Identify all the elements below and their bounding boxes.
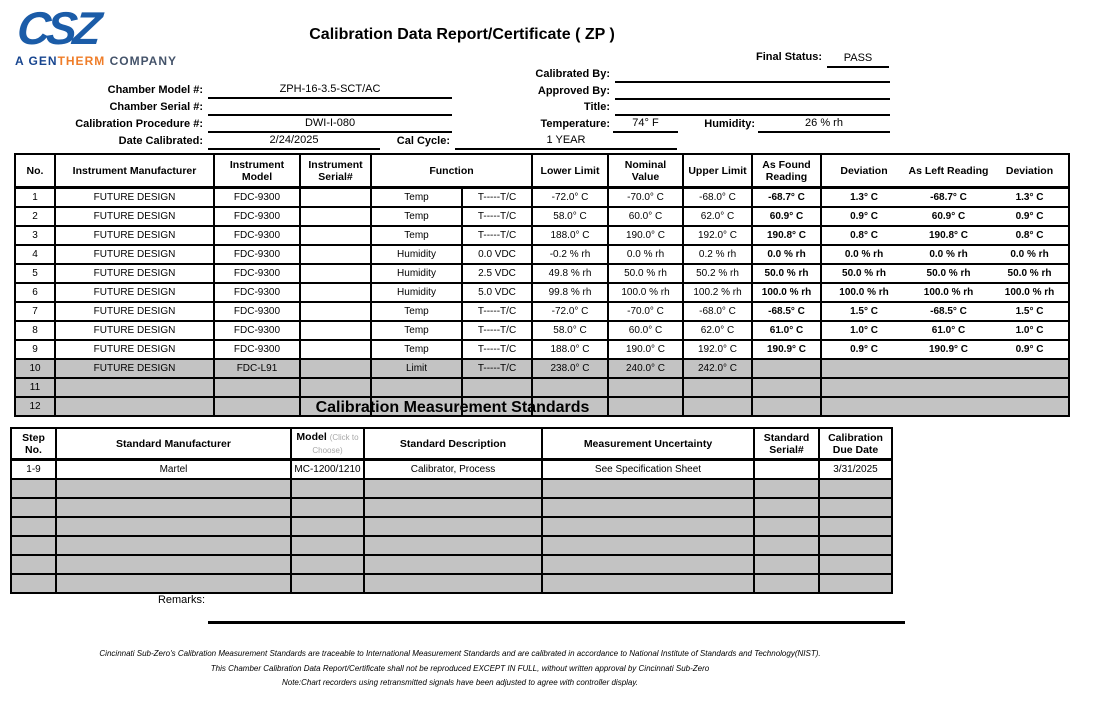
- table-cell: 190.0° C: [608, 340, 683, 359]
- table-cell: Temp: [371, 226, 462, 245]
- table-cell: 1.5° C: [991, 302, 1069, 321]
- table-cell: 3/31/2025: [819, 460, 892, 480]
- table-cell: [752, 378, 821, 397]
- table-cell: [906, 397, 991, 416]
- table-cell: [11, 517, 56, 536]
- table-cell: [364, 555, 542, 574]
- table-row: [11, 498, 892, 517]
- table-cell: FDC-9300: [214, 207, 300, 226]
- col-header-function: Function: [371, 154, 532, 188]
- table-cell: [300, 207, 371, 226]
- table-cell: 0.9° C: [991, 207, 1069, 226]
- table-cell: 100.2 % rh: [683, 283, 752, 302]
- table-cell: 62.0° C: [683, 321, 752, 340]
- table-cell: 1.0° C: [821, 321, 906, 340]
- table-cell: FDC-9300: [214, 302, 300, 321]
- table-cell: FDC-9300: [214, 321, 300, 340]
- table-cell: FUTURE DESIGN: [55, 207, 214, 226]
- table-cell: -68.0° C: [683, 188, 752, 208]
- table-cell: FDC-L91: [214, 359, 300, 378]
- table-cell: FUTURE DESIGN: [55, 359, 214, 378]
- table-row: [15, 264, 1069, 283]
- table-cell: [532, 378, 608, 397]
- table-row: [15, 245, 1069, 264]
- table-cell: [754, 517, 819, 536]
- table-cell: [11, 555, 56, 574]
- col-header-upper-limit: Upper Limit: [683, 154, 752, 188]
- table-cell: [608, 378, 683, 397]
- table-cell: [300, 226, 371, 245]
- col-header-step-no: Step No.: [11, 428, 56, 460]
- table-cell: Temp: [371, 188, 462, 208]
- table-cell: [819, 574, 892, 593]
- table-cell: 2.5 VDC: [462, 264, 532, 283]
- table-row: [11, 517, 892, 536]
- final-status-value: PASS: [827, 51, 889, 68]
- table-cell: 7: [15, 302, 55, 321]
- table-cell: 0.2 % rh: [683, 245, 752, 264]
- table-cell: Temp: [371, 302, 462, 321]
- remarks-label: Remarks:: [157, 594, 205, 606]
- table-cell: [754, 555, 819, 574]
- table-cell: T-----T/C: [462, 340, 532, 359]
- table-cell: 0.9° C: [821, 207, 906, 226]
- table-row: [15, 321, 1069, 340]
- table-cell: -68.7° C: [752, 188, 821, 208]
- table-cell: [754, 479, 819, 498]
- table-cell: FDC-9300: [214, 226, 300, 245]
- table-cell: Humidity: [371, 283, 462, 302]
- table-cell: [364, 536, 542, 555]
- table-cell: MC-1200/1210: [291, 460, 364, 480]
- table-cell: 190.9° C: [752, 340, 821, 359]
- col-header-lower-limit: Lower Limit: [532, 154, 608, 188]
- table-cell: T-----T/C: [462, 359, 532, 378]
- cal-cycle-value: 1 YEAR: [455, 133, 677, 150]
- calibration-procedure-value: DWI-I-080: [208, 116, 452, 133]
- calibration-table-header-row: [15, 154, 1069, 188]
- table-cell: [11, 479, 56, 498]
- table-cell: [364, 498, 542, 517]
- table-cell: 50.0 % rh: [991, 264, 1069, 283]
- table-cell: 0.9° C: [821, 340, 906, 359]
- table-cell: [991, 359, 1069, 378]
- table-cell: FDC-9300: [214, 264, 300, 283]
- table-cell: -72.0° C: [532, 188, 608, 208]
- table-cell: 100.0 % rh: [752, 283, 821, 302]
- table-cell: 0.0 VDC: [462, 245, 532, 264]
- standards-section-title: Calibration Measurement Standards: [315, 399, 590, 416]
- footer-chart-recorder-note: Note:Chart recorders using retransmitted signals have been adjusted to agree with controller display.: [281, 678, 639, 687]
- table-cell: T-----T/C: [462, 226, 532, 245]
- table-cell: 12: [15, 397, 55, 416]
- table-cell: [754, 498, 819, 517]
- table-cell: -68.7° C: [906, 188, 991, 208]
- table-cell: [754, 536, 819, 555]
- table-cell: 188.0° C: [532, 226, 608, 245]
- remarks-line: [208, 621, 905, 624]
- table-cell: 1.3° C: [821, 188, 906, 208]
- table-cell: 188.0° C: [532, 340, 608, 359]
- table-cell: 50.0 % rh: [752, 264, 821, 283]
- table-cell: FDC-9300: [214, 245, 300, 264]
- model-click-to-choose-hint: (Click to Choose): [312, 432, 359, 455]
- tagline-part-a-gen: A GEN: [15, 54, 58, 68]
- temperature-value: 74° F: [613, 116, 678, 133]
- table-cell: -70.0° C: [608, 302, 683, 321]
- table-cell: 1.3° C: [991, 188, 1069, 208]
- table-cell: 11: [15, 378, 55, 397]
- table-cell: [300, 245, 371, 264]
- table-cell: Humidity: [371, 264, 462, 283]
- table-row: [11, 574, 892, 593]
- table-row: [15, 207, 1069, 226]
- table-cell: [542, 574, 754, 593]
- table-cell: 0.8° C: [991, 226, 1069, 245]
- table-cell: -72.0° C: [532, 302, 608, 321]
- table-cell: [11, 536, 56, 555]
- table-cell: Temp: [371, 321, 462, 340]
- table-cell: 242.0° C: [683, 359, 752, 378]
- table-cell: [364, 517, 542, 536]
- table-cell: 0.8° C: [821, 226, 906, 245]
- table-cell: 100.0 % rh: [821, 283, 906, 302]
- table-cell: 60.9° C: [752, 207, 821, 226]
- humidity-value: 26 % rh: [758, 116, 890, 133]
- date-calibrated-label: Date Calibrated:: [118, 135, 203, 147]
- table-row: [15, 378, 1069, 397]
- table-row: [15, 226, 1069, 245]
- calibration-data-table: [14, 153, 1070, 417]
- table-cell: 60.0° C: [608, 321, 683, 340]
- table-cell: [291, 555, 364, 574]
- table-cell: [291, 536, 364, 555]
- table-cell: [291, 479, 364, 498]
- col-header-deviation-2: Deviation: [991, 154, 1069, 188]
- table-cell: T-----T/C: [462, 207, 532, 226]
- tagline-part-company: COMPANY: [105, 54, 178, 68]
- table-cell: [906, 359, 991, 378]
- table-cell: [542, 498, 754, 517]
- table-cell: FDC-9300: [214, 188, 300, 208]
- table-cell: [56, 536, 291, 555]
- footer-traceability-note: Cincinnati Sub-Zero's Calibration Measurement Standards are traceable to International Measurement Standards and are calibrated in accordance to National Institute of Standards and Technology(NIST).: [99, 649, 821, 658]
- temperature-label: Temperature:: [540, 118, 610, 130]
- table-cell: -0.2 % rh: [532, 245, 608, 264]
- table-cell: [752, 359, 821, 378]
- table-cell: -68.5° C: [752, 302, 821, 321]
- table-cell: 0.0 % rh: [991, 245, 1069, 264]
- table-cell: FDC-9300: [214, 340, 300, 359]
- table-cell: See Specification Sheet: [542, 460, 754, 480]
- humidity-label: Humidity:: [704, 118, 755, 130]
- col-header-calibration-due-date: Calibration Due Date: [819, 428, 892, 460]
- table-cell: 9: [15, 340, 55, 359]
- csz-logo-word: CSZ: [14, 2, 101, 54]
- table-cell: [542, 555, 754, 574]
- table-cell: 0.0 % rh: [906, 245, 991, 264]
- table-cell: 1.0° C: [991, 321, 1069, 340]
- approved-by-label: Approved By:: [537, 85, 610, 97]
- calibrated-by-label: Calibrated By:: [535, 68, 610, 80]
- table-cell: 190.8° C: [906, 226, 991, 245]
- table-cell: 100.0 % rh: [991, 283, 1069, 302]
- table-cell: [364, 479, 542, 498]
- table-row: [11, 555, 892, 574]
- col-header-model: Instrument Model: [214, 154, 300, 188]
- table-cell: [819, 479, 892, 498]
- table-cell: [56, 555, 291, 574]
- table-cell: 238.0° C: [532, 359, 608, 378]
- table-cell: 5.0 VDC: [462, 283, 532, 302]
- table-cell: [819, 555, 892, 574]
- table-cell: [11, 498, 56, 517]
- title-field-value: [615, 99, 890, 116]
- document-title: Calibration Data Report/Certificate ( ZP ): [309, 26, 615, 43]
- table-cell: [11, 574, 56, 593]
- chamber-model-label: Chamber Model #:: [107, 84, 203, 96]
- table-cell: 2: [15, 207, 55, 226]
- table-cell: [300, 359, 371, 378]
- table-cell: 1: [15, 188, 55, 208]
- table-cell: Calibrator, Process: [364, 460, 542, 480]
- table-row: [15, 188, 1069, 208]
- col-header-manufacturer: Instrument Manufacturer: [55, 154, 214, 188]
- table-cell: T-----T/C: [462, 321, 532, 340]
- table-cell: 0.0 % rh: [752, 245, 821, 264]
- table-row: [15, 359, 1069, 378]
- table-cell: 190.0° C: [608, 226, 683, 245]
- col-header-serial: Instrument Serial#: [300, 154, 371, 188]
- table-cell: 58.0° C: [532, 207, 608, 226]
- col-header-standard-serial: Standard Serial#: [754, 428, 819, 460]
- model-header-text: Model: [296, 430, 327, 443]
- table-cell: 10: [15, 359, 55, 378]
- table-row: [15, 302, 1069, 321]
- title-field-label: Title:: [583, 101, 610, 113]
- table-cell: [819, 498, 892, 517]
- table-cell: 5: [15, 264, 55, 283]
- table-cell: 100.0 % rh: [906, 283, 991, 302]
- table-cell: 60.9° C: [906, 207, 991, 226]
- table-cell: Temp: [371, 207, 462, 226]
- table-cell: -68.5° C: [906, 302, 991, 321]
- table-cell: [56, 574, 291, 593]
- table-cell: [821, 359, 906, 378]
- table-cell: 61.0° C: [752, 321, 821, 340]
- csz-logo-tagline: [15, 54, 205, 68]
- table-cell: 192.0° C: [683, 226, 752, 245]
- table-cell: FUTURE DESIGN: [55, 188, 214, 208]
- col-header-as-left: As Left Reading: [906, 154, 991, 188]
- table-cell: 3: [15, 226, 55, 245]
- table-cell: [906, 378, 991, 397]
- calibration-procedure-label: Calibration Procedure #:: [75, 118, 203, 130]
- table-row: [15, 283, 1069, 302]
- col-header-standard-description: Standard Description: [364, 428, 542, 460]
- col-header-nominal-value: Nominal Value: [608, 154, 683, 188]
- table-cell: FDC-9300: [214, 283, 300, 302]
- table-cell: [300, 321, 371, 340]
- cal-cycle-label: Cal Cycle:: [396, 135, 450, 147]
- chamber-serial-label: Chamber Serial #:: [109, 101, 203, 113]
- col-header-deviation-1: Deviation: [821, 154, 906, 188]
- table-cell: [300, 340, 371, 359]
- table-cell: [754, 460, 819, 480]
- table-cell: [542, 536, 754, 555]
- table-cell: [754, 574, 819, 593]
- table-cell: FUTURE DESIGN: [55, 302, 214, 321]
- table-cell: FUTURE DESIGN: [55, 226, 214, 245]
- table-cell: [291, 517, 364, 536]
- table-cell: 8: [15, 321, 55, 340]
- table-cell: [300, 302, 371, 321]
- table-cell: [300, 378, 371, 397]
- measurement-standards-table: [10, 427, 893, 594]
- table-cell: [214, 378, 300, 397]
- table-cell: FUTURE DESIGN: [55, 245, 214, 264]
- table-cell: [291, 498, 364, 517]
- table-cell: Humidity: [371, 245, 462, 264]
- table-cell: [371, 378, 462, 397]
- table-cell: FUTURE DESIGN: [55, 321, 214, 340]
- col-header-measurement-uncertainty: Measurement Uncertainty: [542, 428, 754, 460]
- table-cell: 0.9° C: [991, 340, 1069, 359]
- table-row: [11, 479, 892, 498]
- table-cell: [462, 378, 532, 397]
- table-cell: 4: [15, 245, 55, 264]
- date-calibrated-value: 2/24/2025: [208, 133, 380, 150]
- table-cell: [542, 479, 754, 498]
- table-cell: 50.0 % rh: [821, 264, 906, 283]
- table-cell: 192.0° C: [683, 340, 752, 359]
- table-cell: -68.0° C: [683, 302, 752, 321]
- table-cell: Martel: [56, 460, 291, 480]
- table-cell: 50.0 % rh: [608, 264, 683, 283]
- tagline-part-therm: THERM: [57, 54, 106, 68]
- table-cell: T-----T/C: [462, 188, 532, 208]
- table-cell: [300, 264, 371, 283]
- table-cell: 100.0 % rh: [608, 283, 683, 302]
- table-cell: T-----T/C: [462, 302, 532, 321]
- table-cell: [55, 378, 214, 397]
- table-cell: 61.0° C: [906, 321, 991, 340]
- table-cell: 1.5° C: [821, 302, 906, 321]
- table-cell: [364, 574, 542, 593]
- table-cell: Temp: [371, 340, 462, 359]
- table-cell: 190.9° C: [906, 340, 991, 359]
- chamber-model-value: ZPH-16-3.5-SCT/AC: [208, 82, 452, 99]
- table-cell: FUTURE DESIGN: [55, 340, 214, 359]
- table-cell: [542, 517, 754, 536]
- table-cell: 190.8° C: [752, 226, 821, 245]
- table-cell: [56, 479, 291, 498]
- table-cell: [683, 378, 752, 397]
- table-cell: 58.0° C: [532, 321, 608, 340]
- table-cell: FUTURE DESIGN: [55, 283, 214, 302]
- table-cell: [991, 397, 1069, 416]
- table-row: [11, 460, 892, 480]
- table-cell: [291, 574, 364, 593]
- final-status-label: Final Status:: [755, 51, 822, 63]
- table-cell: [300, 283, 371, 302]
- table-cell: 60.0° C: [608, 207, 683, 226]
- table-cell: 240.0° C: [608, 359, 683, 378]
- table-cell: 0.0 % rh: [608, 245, 683, 264]
- table-cell: [300, 188, 371, 208]
- table-cell: FUTURE DESIGN: [55, 264, 214, 283]
- standards-table-header-row: [11, 428, 892, 460]
- calibrated-by-value: [615, 66, 890, 83]
- table-cell: 50.0 % rh: [906, 264, 991, 283]
- table-cell: [991, 378, 1069, 397]
- table-cell: [821, 378, 906, 397]
- table-cell: 50.2 % rh: [683, 264, 752, 283]
- footer-notes: [0, 647, 920, 691]
- approved-by-value: [615, 83, 890, 100]
- col-header-standard-model[interactable]: [291, 428, 364, 460]
- table-cell: [56, 498, 291, 517]
- col-header-standard-manufacturer: Standard Manufacturer: [56, 428, 291, 460]
- table-row: [15, 340, 1069, 359]
- table-cell: 99.8 % rh: [532, 283, 608, 302]
- footer-reproduction-note: This Chamber Calibration Data Report/Certificate shall not be reproduced EXCEPT IN FULL, without written approval by Cincinnati Sub-Zero: [210, 663, 710, 673]
- col-header-as-found: As Found Reading: [752, 154, 821, 188]
- table-cell: 49.8 % rh: [532, 264, 608, 283]
- table-cell: 62.0° C: [683, 207, 752, 226]
- table-cell: 0.0 % rh: [821, 245, 906, 264]
- table-row: [11, 536, 892, 555]
- table-cell: [56, 517, 291, 536]
- table-cell: 1-9: [11, 460, 56, 480]
- table-cell: 6: [15, 283, 55, 302]
- col-header-no: No.: [15, 154, 55, 188]
- table-cell: [819, 536, 892, 555]
- table-cell: [819, 517, 892, 536]
- table-cell: Limit: [371, 359, 462, 378]
- table-cell: -70.0° C: [608, 188, 683, 208]
